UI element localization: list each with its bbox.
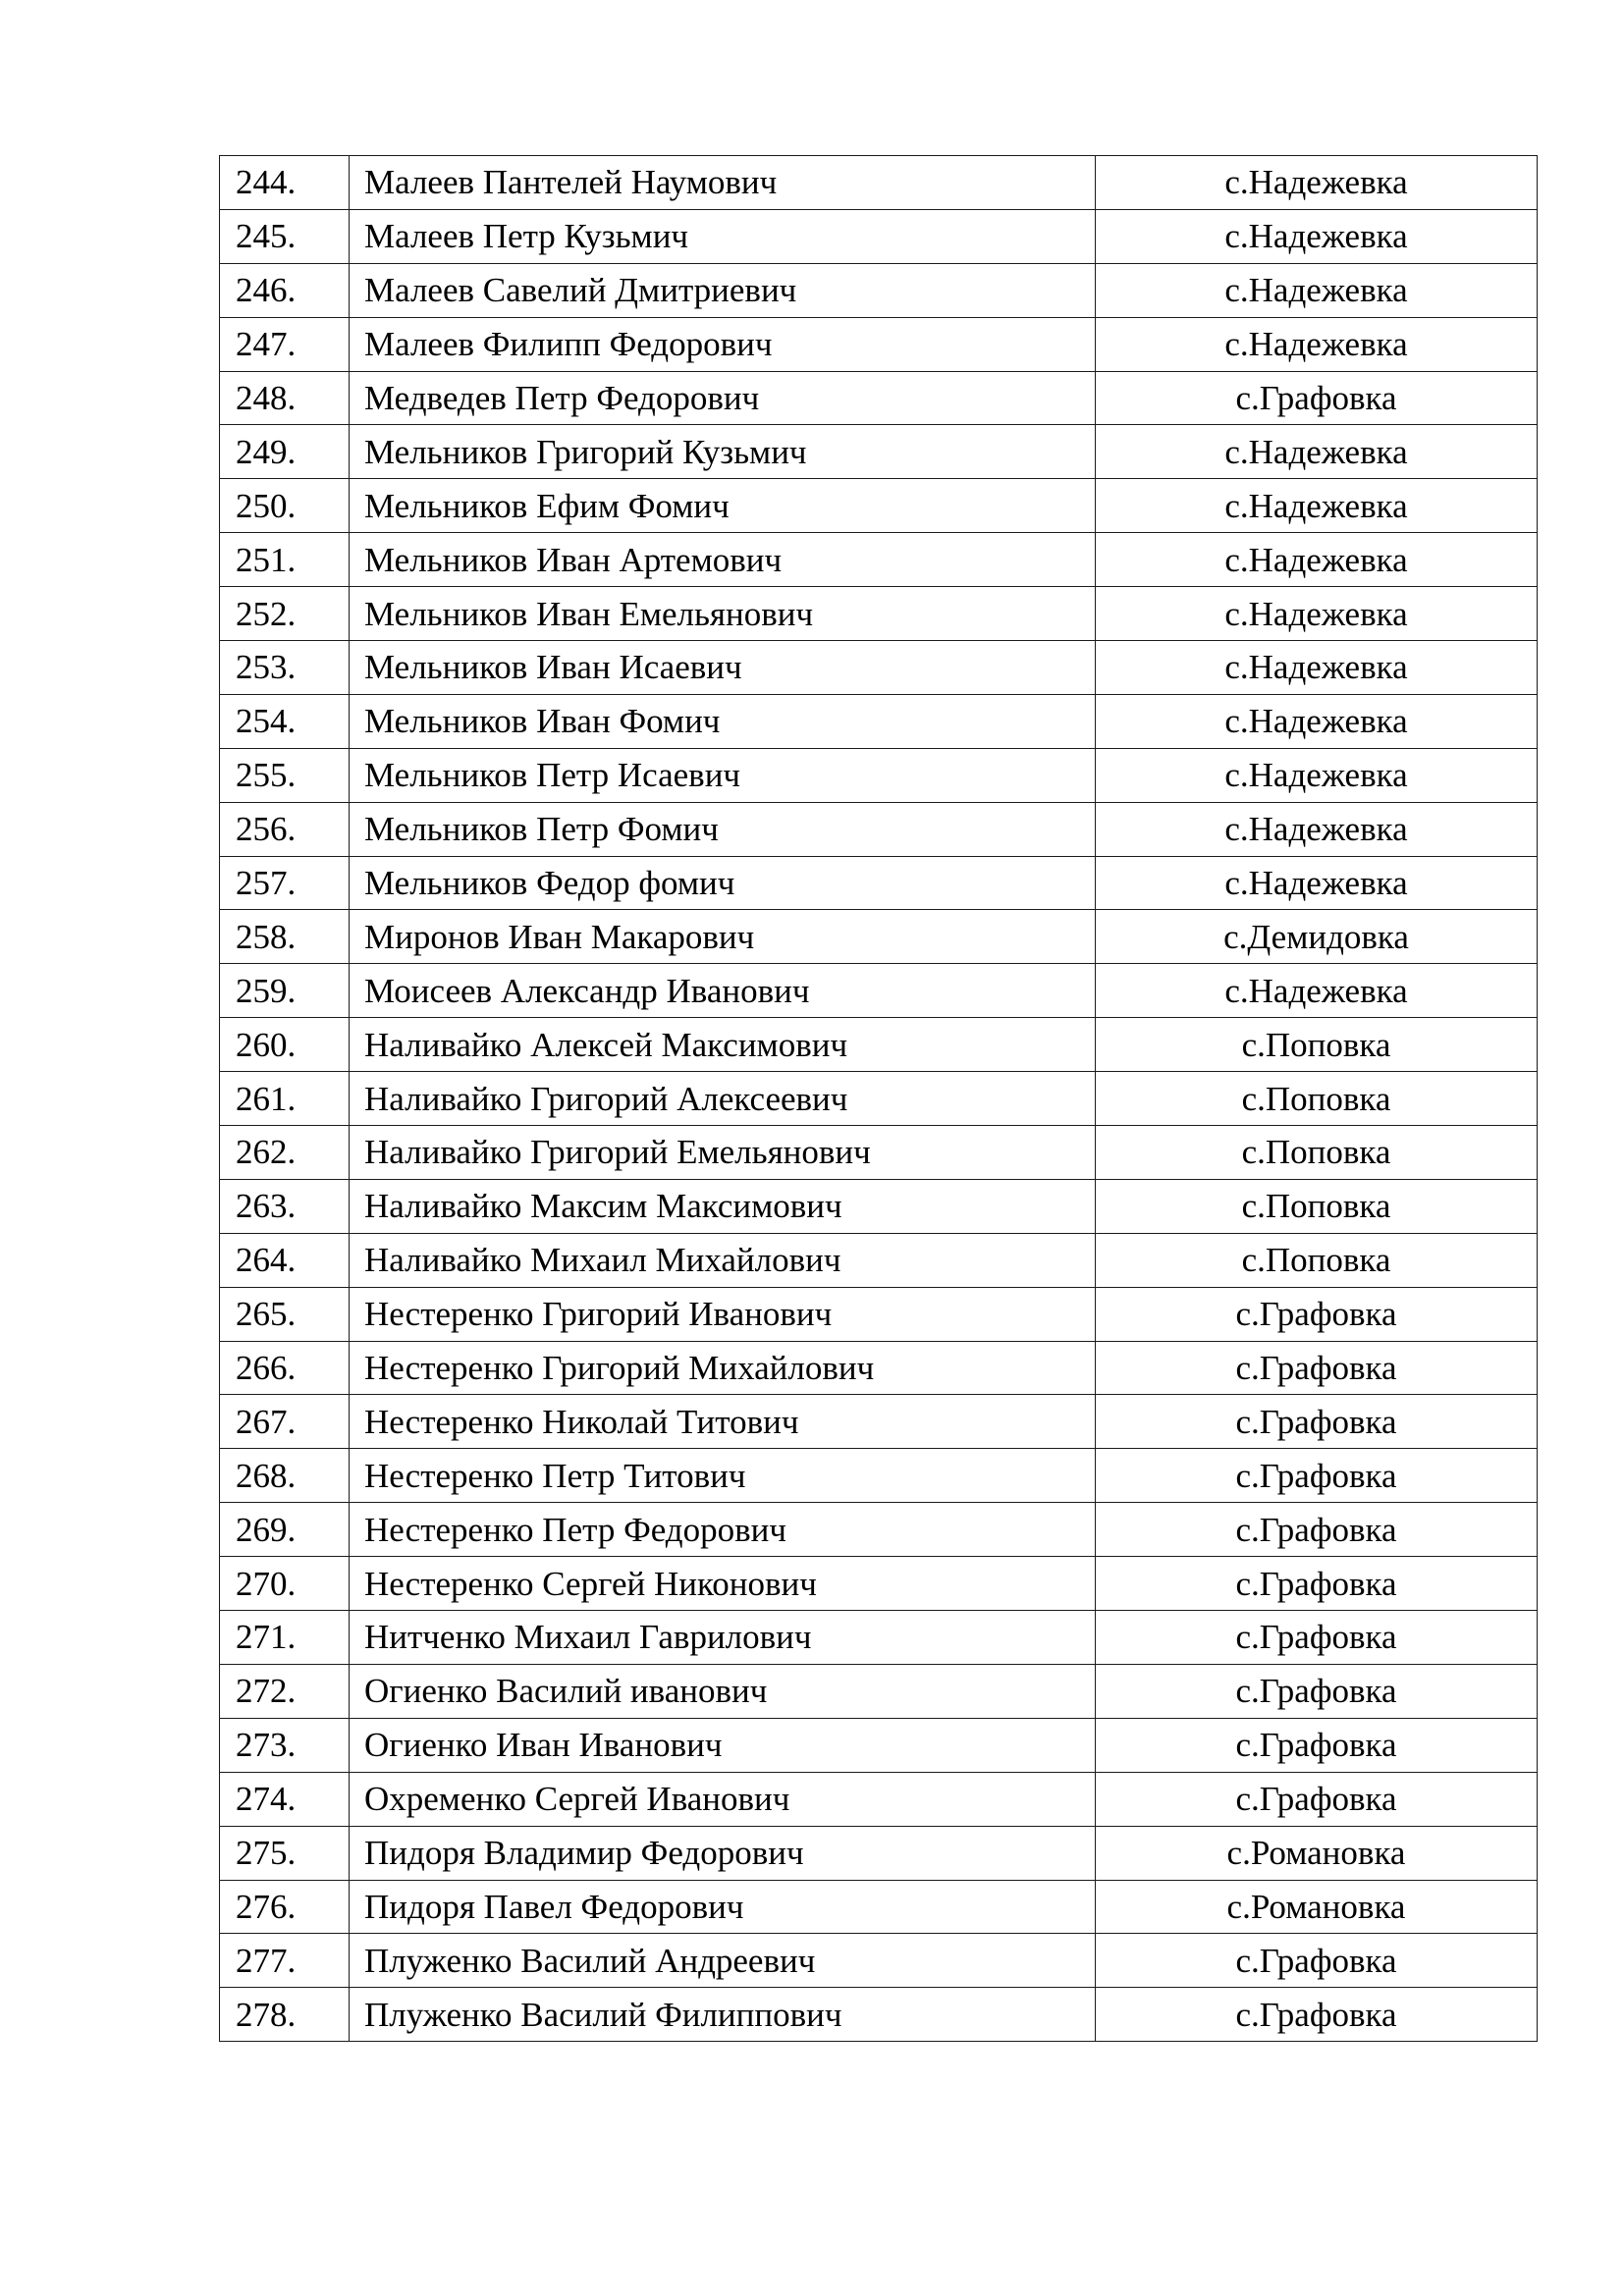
person-name-cell: Нестеренко Сергей Никонович [350, 1557, 1096, 1611]
table-row [220, 856, 1538, 910]
village-cell: с.Надежевка [1096, 748, 1538, 802]
row-number-cell: 278. [220, 1988, 350, 2042]
row-number-cell: 263. [220, 1179, 350, 1233]
person-name-cell: Плуженко Василий Андреевич [350, 1934, 1096, 1988]
table-row [220, 1018, 1538, 1072]
row-number-cell: 269. [220, 1503, 350, 1557]
row-number-cell: 274. [220, 1772, 350, 1826]
table-row [220, 425, 1538, 479]
row-number-cell: 275. [220, 1826, 350, 1880]
village-cell: с.Поповка [1096, 1126, 1538, 1180]
person-name-cell: Малеев Петр Кузьмич [350, 209, 1096, 263]
table-row [220, 317, 1538, 371]
village-cell: с.Поповка [1096, 1018, 1538, 1072]
roster-table-body [220, 156, 1538, 2042]
person-name-cell: Мельников Иван Артемович [350, 533, 1096, 587]
table-row [220, 1449, 1538, 1503]
row-number-cell: 252. [220, 587, 350, 641]
row-number-cell: 245. [220, 209, 350, 263]
village-cell: с.Графовка [1096, 1934, 1538, 1988]
table-row [220, 1934, 1538, 1988]
village-cell: с.Надежевка [1096, 263, 1538, 317]
village-cell: с.Надежевка [1096, 425, 1538, 479]
row-number-cell: 266. [220, 1341, 350, 1395]
village-cell: с.Графовка [1096, 1503, 1538, 1557]
person-name-cell: Наливайко Михаил Михайлович [350, 1233, 1096, 1287]
row-number-cell: 260. [220, 1018, 350, 1072]
person-name-cell: Нестеренко Николай Титович [350, 1395, 1096, 1449]
village-cell: с.Романовка [1096, 1880, 1538, 1934]
table-row [220, 1611, 1538, 1665]
person-name-cell: Малеев Савелий Дмитриевич [350, 263, 1096, 317]
village-cell: с.Графовка [1096, 1611, 1538, 1665]
row-number-cell: 249. [220, 425, 350, 479]
village-cell: с.Графовка [1096, 1988, 1538, 2042]
village-cell: с.Надежевка [1096, 317, 1538, 371]
row-number-cell: 257. [220, 856, 350, 910]
person-name-cell: Мельников Григорий Кузьмич [350, 425, 1096, 479]
person-name-cell: Огиенко Иван Иванович [350, 1718, 1096, 1772]
person-name-cell: Пидоря Владимир Федорович [350, 1826, 1096, 1880]
table-row [220, 1988, 1538, 2042]
village-cell: с.Графовка [1096, 1664, 1538, 1718]
row-number-cell: 244. [220, 156, 350, 210]
village-cell: с.Надежевка [1096, 802, 1538, 856]
row-number-cell: 272. [220, 1664, 350, 1718]
person-name-cell: Охременко Сергей Иванович [350, 1772, 1096, 1826]
table-row [220, 1772, 1538, 1826]
person-name-cell: Нестеренко Петр Федорович [350, 1503, 1096, 1557]
table-row [220, 641, 1538, 695]
village-cell: с.Надежевка [1096, 209, 1538, 263]
person-name-cell: Мельников Петр Фомич [350, 802, 1096, 856]
row-number-cell: 262. [220, 1126, 350, 1180]
roster-table [219, 155, 1538, 2042]
table-row [220, 533, 1538, 587]
village-cell: с.Графовка [1096, 1718, 1538, 1772]
person-name-cell: Медведев Петр Федорович [350, 371, 1096, 425]
table-row [220, 1557, 1538, 1611]
row-number-cell: 261. [220, 1072, 350, 1126]
row-number-cell: 255. [220, 748, 350, 802]
person-name-cell: Наливайко Григорий Емельянович [350, 1126, 1096, 1180]
village-cell: с.Графовка [1096, 1557, 1538, 1611]
row-number-cell: 265. [220, 1287, 350, 1341]
person-name-cell: Мельников Петр Исаевич [350, 748, 1096, 802]
village-cell: с.Надежевка [1096, 694, 1538, 748]
village-cell: с.Надежевка [1096, 479, 1538, 533]
village-cell: с.Романовка [1096, 1826, 1538, 1880]
table-row [220, 1395, 1538, 1449]
person-name-cell: Нестеренко Петр Титович [350, 1449, 1096, 1503]
table-row [220, 1718, 1538, 1772]
person-name-cell: Огиенко Василий иванович [350, 1664, 1096, 1718]
row-number-cell: 267. [220, 1395, 350, 1449]
village-cell: с.Надежевка [1096, 641, 1538, 695]
row-number-cell: 268. [220, 1449, 350, 1503]
table-row [220, 371, 1538, 425]
person-name-cell: Наливайко Григорий Алексеевич [350, 1072, 1096, 1126]
person-name-cell: Наливайко Алексей Максимович [350, 1018, 1096, 1072]
row-number-cell: 273. [220, 1718, 350, 1772]
row-number-cell: 247. [220, 317, 350, 371]
table-row [220, 156, 1538, 210]
person-name-cell: Нестеренко Григорий Михайлович [350, 1341, 1096, 1395]
row-number-cell: 276. [220, 1880, 350, 1934]
person-name-cell: Малеев Пантелей Наумович [350, 156, 1096, 210]
table-row [220, 587, 1538, 641]
person-name-cell: Мельников Иван Исаевич [350, 641, 1096, 695]
village-cell: с.Графовка [1096, 1395, 1538, 1449]
village-cell: с.Графовка [1096, 1772, 1538, 1826]
row-number-cell: 256. [220, 802, 350, 856]
village-cell: с.Надежевка [1096, 964, 1538, 1018]
row-number-cell: 270. [220, 1557, 350, 1611]
village-cell: с.Надежевка [1096, 587, 1538, 641]
table-row [220, 1126, 1538, 1180]
person-name-cell: Плуженко Василий Филиппович [350, 1988, 1096, 2042]
person-name-cell: Наливайко Максим Максимович [350, 1179, 1096, 1233]
table-row [220, 479, 1538, 533]
table-row [220, 1287, 1538, 1341]
row-number-cell: 250. [220, 479, 350, 533]
row-number-cell: 277. [220, 1934, 350, 1988]
table-row [220, 802, 1538, 856]
table-row [220, 1072, 1538, 1126]
village-cell: с.Поповка [1096, 1179, 1538, 1233]
person-name-cell: Моисеев Александр Иванович [350, 964, 1096, 1018]
village-cell: с.Демидовка [1096, 910, 1538, 964]
village-cell: с.Графовка [1096, 1449, 1538, 1503]
village-cell: с.Поповка [1096, 1233, 1538, 1287]
person-name-cell: Миронов Иван Макарович [350, 910, 1096, 964]
table-row [220, 263, 1538, 317]
row-number-cell: 248. [220, 371, 350, 425]
row-number-cell: 254. [220, 694, 350, 748]
table-row [220, 209, 1538, 263]
person-name-cell: Мельников Иван Емельянович [350, 587, 1096, 641]
table-row [220, 694, 1538, 748]
row-number-cell: 259. [220, 964, 350, 1018]
person-name-cell: Мельников Федор фомич [350, 856, 1096, 910]
row-number-cell: 251. [220, 533, 350, 587]
row-number-cell: 258. [220, 910, 350, 964]
row-number-cell: 271. [220, 1611, 350, 1665]
table-row [220, 910, 1538, 964]
table-row [220, 748, 1538, 802]
table-row [220, 1341, 1538, 1395]
table-row [220, 964, 1538, 1018]
village-cell: с.Поповка [1096, 1072, 1538, 1126]
person-name-cell: Мельников Ефим Фомич [350, 479, 1096, 533]
table-row [220, 1664, 1538, 1718]
table-row [220, 1179, 1538, 1233]
village-cell: с.Надежевка [1096, 533, 1538, 587]
table-row [220, 1826, 1538, 1880]
row-number-cell: 246. [220, 263, 350, 317]
table-row [220, 1880, 1538, 1934]
table-row [220, 1503, 1538, 1557]
village-cell: с.Графовка [1096, 371, 1538, 425]
row-number-cell: 253. [220, 641, 350, 695]
village-cell: с.Надежевка [1096, 856, 1538, 910]
village-cell: с.Графовка [1096, 1341, 1538, 1395]
person-name-cell: Нитченко Михаил Гаврилович [350, 1611, 1096, 1665]
table-row [220, 1233, 1538, 1287]
person-name-cell: Нестеренко Григорий Иванович [350, 1287, 1096, 1341]
person-name-cell: Пидоря Павел Федорович [350, 1880, 1096, 1934]
row-number-cell: 264. [220, 1233, 350, 1287]
person-name-cell: Мельников Иван Фомич [350, 694, 1096, 748]
village-cell: с.Надежевка [1096, 156, 1538, 210]
person-name-cell: Малеев Филипп Федорович [350, 317, 1096, 371]
village-cell: с.Графовка [1096, 1287, 1538, 1341]
